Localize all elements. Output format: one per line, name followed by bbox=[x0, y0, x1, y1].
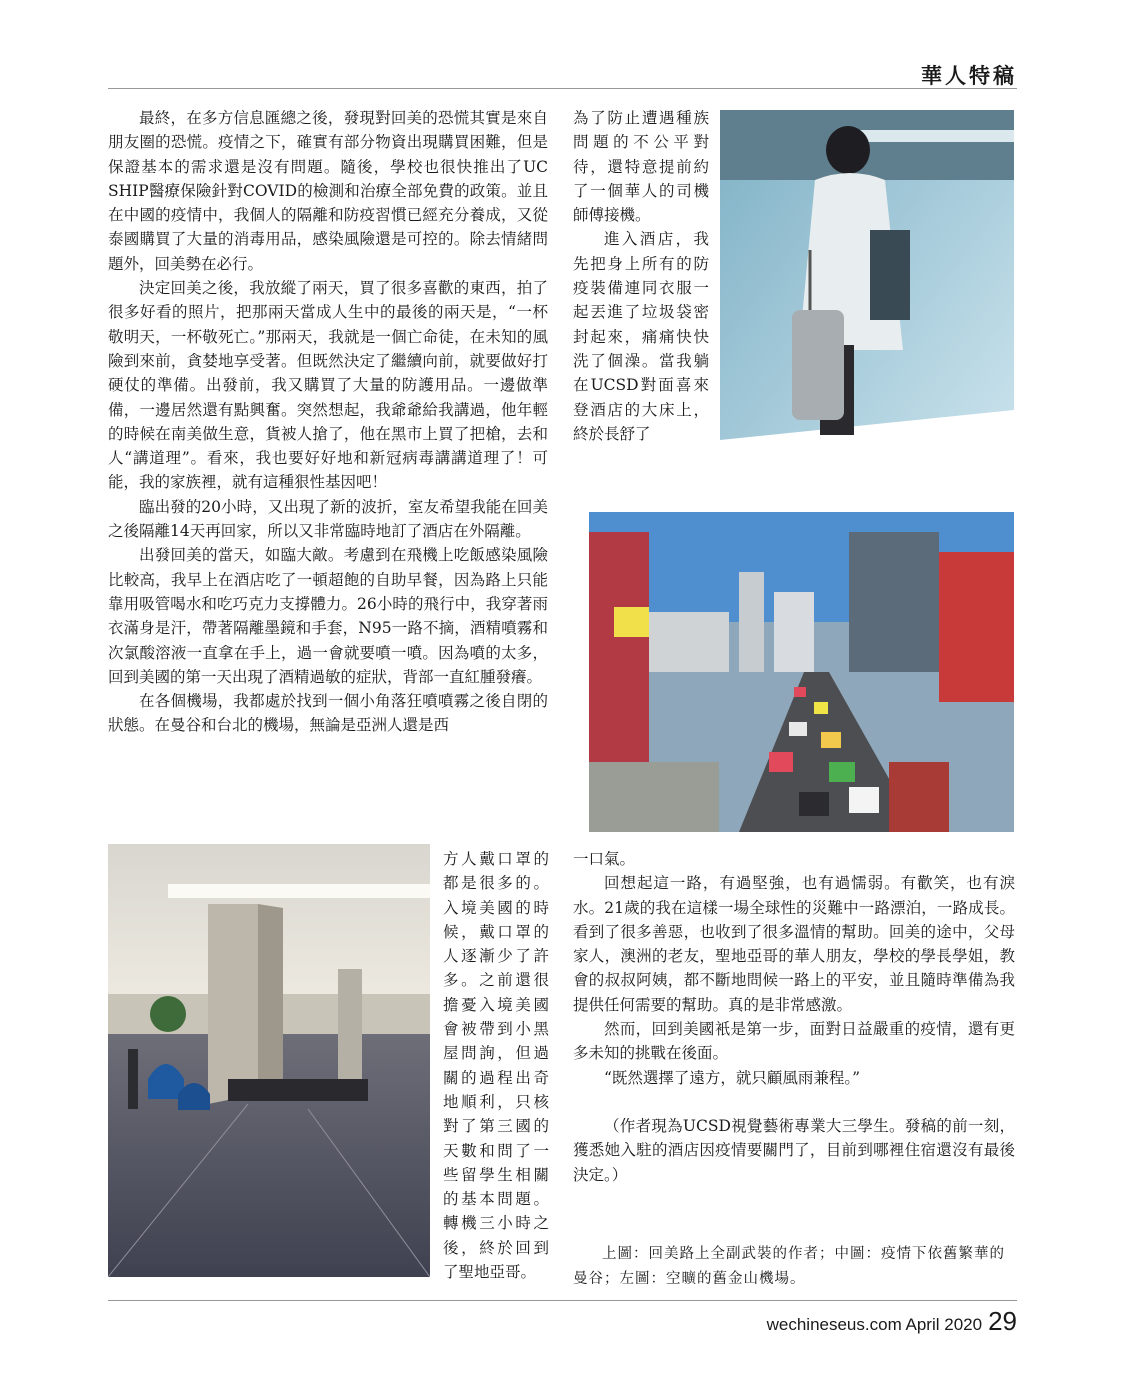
paragraph-3: 臨出發的20小時，又出現了新的波折，室友希望我能在回美之後隔離14天再回家，所以又非常臨時地訂了酒店在外隔離。 bbox=[108, 497, 548, 541]
right-paragraph-4: 然而，回到美國衹是第一步，面對日益嚴重的疫情，還有更多未知的挑戰在後面。 bbox=[573, 1020, 1015, 1063]
right-top-text bbox=[573, 106, 709, 446]
paragraph-5: 在各個機場，我都處於找到一個小角落狂噴噴霧之後自閉的狀態。在曼谷和台北的機場，無論是亞洲人還是西 bbox=[108, 692, 548, 735]
footer bbox=[767, 1306, 1017, 1337]
author-note: （作者現為UCSD視覺藝術專業大三學生。發稿的前一刻，獲悉她入駐的酒店因疫情要關門了，目前到哪裡住宿還沒有最後決定。） bbox=[573, 1116, 1015, 1184]
footer-site: wechineseus.com April 2020 bbox=[766, 1315, 983, 1334]
paragraph-1: 最終，在多方信息匯總之後，發現對回美的恐慌其實是來自朋友圈的恐慌。疫情之下，確實有部分物資出現購買困難，但是保證基本的需求還是沒有問題。隨後，學校也很快推出了UC SHIP醫療保險針對COVID的檢測和治療全部免費的政策。並且在中國的疫情中，我個人的隔離和防疫習慣已經充分養成，又從泰國購買了大量的消毒用品，感染風險還是可控的。除去情緒問題外，回美勢在必行。 bbox=[108, 109, 548, 273]
author-suitcase-photo bbox=[720, 110, 1014, 506]
left-continuation-text bbox=[443, 847, 549, 1284]
right-paragraph-2: 進入酒店，我先把身上所有的防疫裝備連同衣服一起丟進了垃圾袋密封起來，痛痛快快洗了個澡。當我躺在UCSD對面喜來登酒店的大床上，終於長舒了 bbox=[573, 230, 709, 443]
continuation-paragraph: 方人戴口罩的都是很多的。入境美國的時候，戴口罩的人逐漸少了許多。之前還很擔憂入境美國會被帶到小黑屋問詢，但過關的過程出奇地順利，只核對了第三國的天數和問了一些留學生相關的基本問題。轉機三小時之後，終於回到了聖地亞哥。 bbox=[443, 850, 549, 1282]
photo-caption: 上圖：回美路上全副武裝的作者；中圖：疫情下依舊繁華的曼谷；左圖：空曠的舊金山機場。 bbox=[573, 1246, 1005, 1287]
paragraph-2: 決定回美之後，我放縱了兩天，買了很多喜歡的東西，拍了很多好看的照片，把那兩天當成人生中的最後的兩天是，“一杯敬明天，一杯敬死亡。”那兩天，我就是一個亡命徒，在未知的風險到來前，貪婪地享受著。但既然決定了繼續向前，就要做好打硬仗的準備。出發前，我又購買了大量的防護用品。一邊做準備，一邊居然還有點興奮。突然想起，我爺爺給我講過，他年輕的時候在南美做生意，貨被人搶了，他在黑市上買了把槍，去和人“講道理”。看來，我也要好好地和新冠病毒講講道理了！可能，我的家族裡，就有這種狠性基因吧！ bbox=[108, 279, 548, 492]
right-paragraph-1: 為了防止遭遇種族問題的不公平對待，還特意提前約了一個華人的司機師傅接機。 bbox=[573, 109, 709, 225]
page-number: 29 bbox=[988, 1306, 1017, 1336]
right-lower-text bbox=[573, 847, 1015, 1187]
header-rule bbox=[108, 88, 1017, 89]
bangkok-street-photo bbox=[589, 512, 1014, 832]
footer-rule bbox=[108, 1300, 1017, 1301]
left-column-text bbox=[108, 106, 548, 738]
right-paragraph-3: 回想起這一路，有過堅強，也有過懦弱。有歡笑，也有淚水。21歲的我在這樣一場全球性的災難中一路漂泊，一路成長。看到了很多善惡，也收到了很多溫情的幫助。回美的途中，父母家人，澳洲的老友，聖地亞哥的華人朋友，學校的學長學姐，教會的叔叔阿姨，都不斷地問候一路上的平安，並且隨時準備為我提供任何需要的幫助。真的是非常感激。 bbox=[573, 874, 1015, 1014]
sfo-airport-photo bbox=[108, 844, 430, 1277]
section-title: 華人特稿 bbox=[921, 64, 1017, 88]
paragraph-4: 出發回美的當天，如臨大敵。考慮到在飛機上吃飯感染風險比較高，我早上在酒店吃了一頓超飽的自助早餐，因為路上只能靠用吸管喝水和吃巧克力支撐體力。26小時的飛行中，我穿著雨衣滿身是汗，帶著隔離墨鏡和手套，N95一路不摘，酒精噴霧和次氯酸溶液一直拿在手上，過一會就要噴一噴。因為噴的太多，回到美國的第一天出現了酒精過敏的症狀，背部一直紅腫發癢。 bbox=[108, 546, 548, 686]
right-paragraph-5: “既然選擇了遠方，就只顧風雨兼程。” bbox=[604, 1068, 861, 1087]
right-continued: 一口氣。 bbox=[573, 850, 636, 868]
